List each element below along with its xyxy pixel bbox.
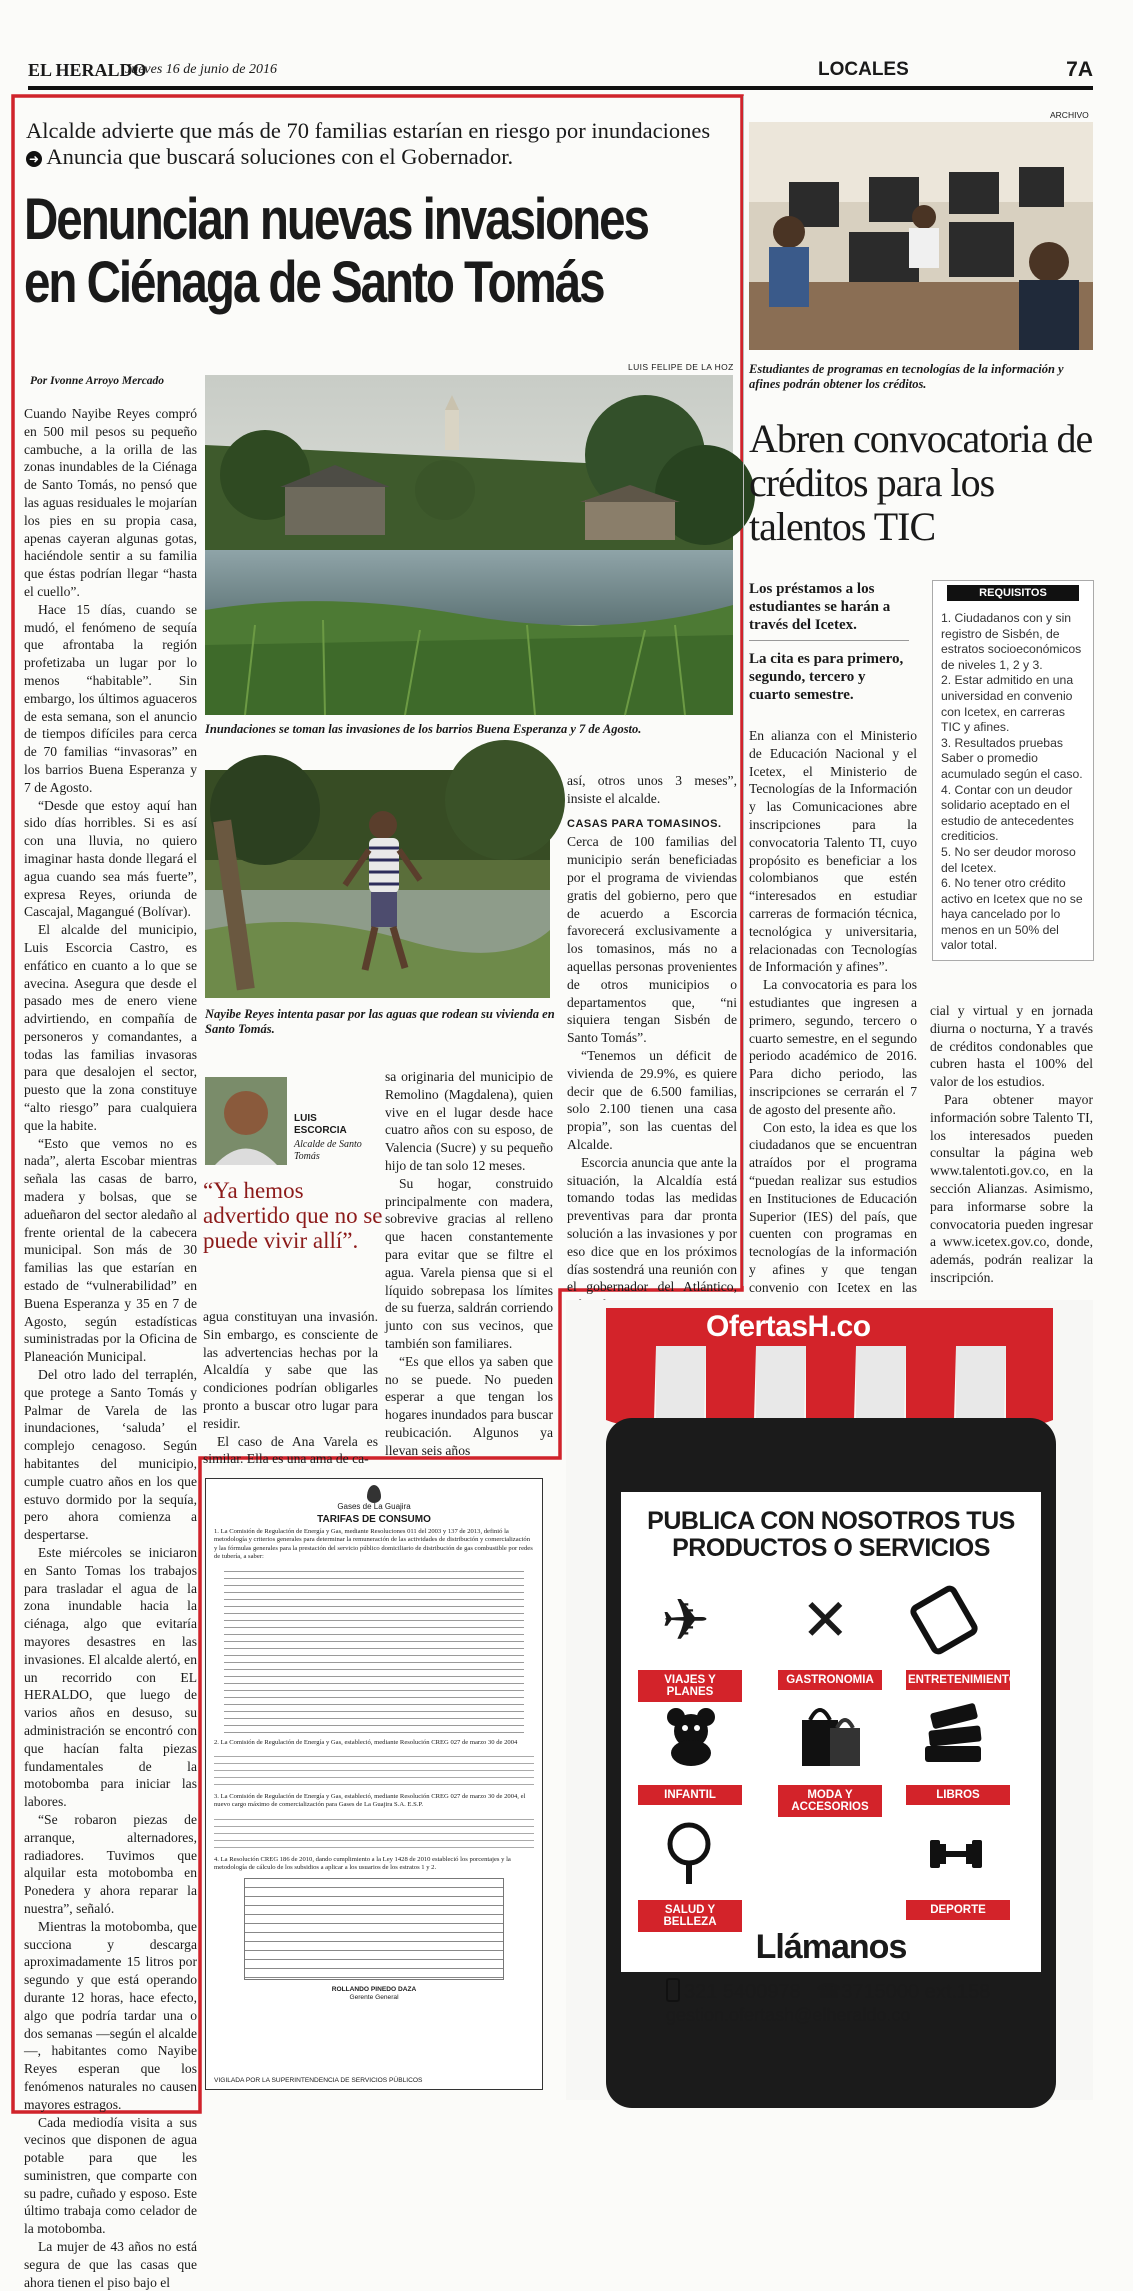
- paragraph: Escorcia anuncia que ante la situación, la Alcaldía está tomando todas las medidas preventivas para dar pronta solución a las invasiones y por eso dice que en los próximos días sostendrá una reunión con el gobernador del Atlántico,: [567, 1154, 737, 1295]
- gas-logo-icon: [367, 1485, 381, 1503]
- ad-headline: PUBLICA CON NOSOTROS TUS PRODUCTOS O SERVICIOS: [647, 1507, 1015, 1562]
- requirement-item: 5. No ser deudor moroso del Icetex.: [941, 844, 1076, 875]
- paragraph: agua constituyan una invasión. Sin embargo, es consciente de las advertencias hechas por la Alcaldía y sabe que las condiciones podrían obligarles pronto a buscar otro lugar para residir.: [203, 1309, 378, 1431]
- paragraph: Hace 15 días, cuando se mudó, el fenómeno de sequía que afrontaba la región profetizaba un lugar por lo menos “habitable”. Sin embargo, los últimos aguaceros de esta semana, son el anuncio de tiempos difíciles para cerca de 70 familias “invasoras” en los barrios Buena Esperanza y 7 de Agosto.: [24, 601, 197, 795]
- phone-handset-icon: ☎: [816, 1979, 842, 2003]
- books-icon: [921, 1702, 985, 1766]
- category-sports: DEPORTE: [906, 1900, 1010, 1920]
- category-gastronomy: GASTRONOMIA: [778, 1670, 882, 1690]
- dumbbell-icon: [926, 1834, 986, 1874]
- paragraph: Del otro lado del terraplén, que protege a Santo Tomás y Palmar de Varela de las inundaciones, ‘saluda’ el complejo cenagoso. Según habitantes del municipio, cumple cuatro años en los que estuvo dormido por la sequía, pero ahora comienza a despertarse.: [24, 1367, 197, 1543]
- gas-paragraph: 4. La Resolución CREG 186 de 2010, dando cumplimiento a la Ley 1428 de 2010 estableció los porcentajes y la metodología de cálculo de los subsidios a aplicar a los usuarios de los estratos 1 y 2.: [214, 1855, 511, 1871]
- classroom-photo-caption: Estudiantes de programas en tecnologías de la información y afines podrán obtener los créditos.: [749, 362, 1064, 391]
- gas-notice: [205, 1478, 543, 2090]
- side-column-b: [930, 1002, 1093, 1287]
- paragraph: “Es que ellos ya saben que no se puede. No pueden esperar a que tengan los hogares inundados para buscar reubicación. Algunos ya llevan seis años: [385, 1353, 553, 1458]
- paragraph: Cuando Nayibe Reyes compró en 500 mil pesos su pequeño cambuche, a la orilla de las zonas inundables de la Ciénaga de Santo Tomás, no pensó que las aguas residuales le mojarían los pies en su propia casa, apenas cayeran algunas gotas, haciéndole sentir a su familia que éstas podrían llegar “hasta el cuello”.: [24, 406, 197, 599]
- paragraph: “Se robaron piezas de arranque, alternadores, radiadores. Tuvimos que alquilar esta motobomba en Ponedera y ahora reparar la nuestra”, señaló.: [24, 1811, 197, 1916]
- column-rule: [743, 96, 744, 1286]
- category-entertainment: ENTRETENIMIENTO: [906, 1670, 1010, 1690]
- side-deck-1: Los préstamos a los estudiantes se harán a través del Icetex.: [749, 580, 909, 641]
- paragraph: “Desde que estoy aquí han sido días horribles. Si es así con una lluvia, no quiero imaginar hasta donde llegará el agua cuando sea más fuerte”, expresa Reyes, oriunda de Cascajal, Magangué (Bolívar).: [24, 797, 197, 920]
- paragraph: El alcalde del municipio, Luis Escorcia Castro, es enfático en cuanto a lo que se avecina. Asegura que desde el pasado mes de enero viene advirtiendo, en compañía de personeros y comandantes, a todas las familias invasoras para que desalojen el sector, puesto que la zona constituye “alto riesgo” para cualquiera que la habite.: [24, 922, 197, 1133]
- category-health-beauty: SALUD Y BELLEZA: [638, 1900, 742, 1932]
- gas-title: TARIFAS DE CONSUMO: [317, 1514, 431, 1526]
- story-column-2-bottom: [203, 1308, 378, 1468]
- paragraph: Mientras la motobomba, que succiona y descarga aproximadamente 15 litros por segundo y que está operando durante 12 horas, hace efecto, algo que podría tardar una o dos semanas —según el alcalde—, habitantes como Nayibe Reyes esperan que los fenómenos naturales no causen mayores estragos.: [24, 1918, 197, 2112]
- flood-photo-caption: Inundaciones se toman las invasiones de los barrios Buena Esperanza y 7 de Agosto.: [205, 722, 642, 736]
- classroom-photo: [749, 122, 1093, 350]
- arrow-right-icon: ➜: [26, 151, 42, 167]
- shopping-bags-icon: [796, 1700, 866, 1768]
- requirements-box: [932, 580, 1094, 961]
- section-name: LOCALES: [818, 59, 909, 80]
- phone-number-2: 3715000 ext.158: [841, 1981, 991, 2003]
- gas-paragraph: 1. La Comisión de Regulación de Energía y Gas, mediante Resoluciones 011 del 2003 y 137 de 2013, definió la metodología y criterios generales para determinar la remuneración de las actividades de distribución y comercialización y las fórmulas generales para la prestación del servicio público domiciliario de distribución de gas combustible por redes de tubería, a saber:: [214, 1528, 533, 1560]
- page-number: 7A: [1066, 58, 1093, 81]
- phone-number: 321 5400978: [684, 1981, 801, 2003]
- gas-footer: VIGILADA POR LA SUPERINTENDENCIA DE SERVICIOS PÚBLICOS: [214, 2076, 423, 2084]
- headline-line-1: Denuncian nuevas invasiones: [24, 187, 648, 252]
- category-books: LIBROS: [906, 1785, 1010, 1805]
- paper-name: EL HERALDO: [28, 60, 147, 80]
- paragraph: El caso de Ana Varela es similar. Ella es una ama de ca-: [203, 1433, 378, 1467]
- profile-name-line-1: LUIS: [294, 1113, 317, 1124]
- airplane-icon: ✈: [661, 1586, 710, 1654]
- cutlery-icon: ✕: [801, 1586, 850, 1654]
- side-deck-2: La cita es para primero, segundo, tercero y cuarto semestre.: [749, 651, 904, 703]
- paragraph: “Tenemos un déficit de vivienda de 29.9%, es quiere decir que de 6.500 familias, solo 2.100 tienen una casa propia”, son las cuentas del Alcalde.: [567, 1047, 737, 1152]
- teddy-bear-icon: [661, 1705, 721, 1765]
- ad-email: gestion.ofertash@elheraldo.co: [666, 2005, 911, 2025]
- side-headline: Abren convocatoria de créditos para los talentos TIC: [749, 416, 1093, 549]
- paragraph: Para obtener mayor información sobre Talento TI, los interesados pueden consultar la página web www.talentoti.gov.co, en la sección Alianzas. Asimismo, para informarse sobre la convocatoria pueden ingresar a www.icetex.gov.co, donde, además, podrán realizar la inscripción.: [930, 1091, 1093, 1285]
- flood-photo: [205, 375, 733, 715]
- ad-phones: [666, 1978, 1046, 2004]
- story-column-3-top: [567, 772, 737, 1314]
- requirements-list: [933, 611, 1093, 954]
- profile-role: Alcalde de Santo Tomás: [294, 1139, 362, 1162]
- paragraph: Con esto, la idea es que los ciudadanos que se encuentran atraídos por el programa “puedan realizar sus estudios en Instituciones de Educación Superior (IES) del país, que cuenten con programas en tecnologías de la información y afines y que tengan convenio con Icetex en las: [749, 1119, 917, 1295]
- byline: Por Ivonne Arroyo Mercado: [30, 375, 165, 387]
- requirement-item: 1. Ciudadanos con y sin registro de Sisbén, de estratos socioeconómicos de niveles 1, 2 y 3.: [941, 611, 1082, 672]
- category-fashion: MODA Y ACCESORIOS: [778, 1785, 882, 1817]
- mayor-portrait: [205, 1077, 287, 1165]
- paragraph: Este miércoles se iniciaron en Santo Tomas los trabajos para trasladar el agua de la zona inundable hacia la ciénaga, algo que evitaría mayores desastres en las invasiones. El alcalde alertó, en un recorrido con EL HERALDO, que luego de varios años en desuso, su administración se encontró con que hacían falta piezas fundamentales de la motobomba para iniciar las labores.: [24, 1545, 197, 1810]
- ad-call: Llámanos: [755, 1928, 907, 1966]
- requirement-item: 6. No tener otro crédito activo en Icetex que no se haya cancelado por lo menos en un 50% del valor total.: [941, 876, 1083, 953]
- paragraph: así, otros unos 3 meses”, insiste el alcalde.: [567, 773, 737, 806]
- gas-company: Gases de La Guajira: [337, 1502, 411, 1511]
- mirror-icon: [666, 1822, 712, 1886]
- woman-photo: [205, 770, 550, 998]
- ofertas-ad: [566, 1300, 1093, 2100]
- pull-quote: “Ya hemos advertido que no se puede vivir allí”.: [203, 1178, 383, 1253]
- gas-paragraph: 2. La Comisión de Regulación de Energía y Gas, estableció, mediante Resolución CREG 027 de marzo 30 de 2004: [214, 1739, 518, 1747]
- paragraph: Su hogar, construido principalmente con madera, sobrevive gracias al relleno que hacen constantemente para evitar que se filtre el agua. Varela piensa que si el líquido sobrepasa los límites de su fuerza, saldrán corriendo junto con sus vecinos, que también son familiares.: [385, 1175, 553, 1351]
- requirements-title: REQUISITOS: [947, 585, 1079, 601]
- subhead: CASAS PARA TOMASINOS.: [567, 817, 722, 830]
- cellphone-icon: [666, 1978, 680, 2002]
- main-headline: [24, 187, 648, 315]
- photo-credit: LUIS FELIPE DE LA HOZ: [628, 362, 734, 372]
- gas-rate-table: [244, 1878, 504, 1980]
- profile-name: [294, 1113, 347, 1137]
- archive-label: ARCHIVO: [1050, 110, 1089, 120]
- gas-formula-table: [224, 1565, 524, 1735]
- story-column-3-mid: [385, 1068, 553, 1460]
- gas-signer-role: Gerente General: [349, 1994, 399, 2002]
- story-column-1: [24, 405, 197, 2290]
- category-travel: VIAJES Y PLANES: [638, 1670, 742, 1702]
- requirement-item: 3. Resultados pruebas Saber o promedio acumulado según el caso.: [941, 735, 1083, 781]
- gas-signer: ROLLANDO PINEDO DAZA: [331, 1986, 417, 1994]
- side-column-a: [749, 727, 917, 1314]
- requirement-item: 4. Contar con un deudor solidario aceptado en el estudio de antecedentes crediticios.: [941, 782, 1074, 844]
- headline-line-2: en Ciénaga de Santo Tomás: [24, 250, 604, 315]
- woman-photo-caption: Nayibe Reyes intenta pasar por las aguas que rodean su vivienda en Santo Tomás.: [205, 1007, 555, 1036]
- ofertas-logo: OfertasH.co: [706, 1310, 871, 1343]
- category-kids: INFANTIL: [638, 1785, 742, 1805]
- paragraph: Cada mediodía visita a sus vecinos que disponen de agua potable para que les suministren, que comparte con su padre, cuñado y esposo. Este último trabaja como celador de la motobomba.: [24, 2114, 197, 2237]
- issue-date: Jueves 16 de junio de 2016: [125, 62, 278, 77]
- paragraph: Cerca de 100 familias del municipio serán beneficiadas por el programa de viviendas gratis del gobierno, pero que de acuerdo a Escorcia favorecerá exclusivamente a los tomasinos, más no a aquellas personas provenientes de otros municipios o departamentos que, “ni siquiera tengan Sisbén de Santo Tomás”.: [567, 834, 737, 1046]
- paragraph: En alianza con el Ministerio de Educación Nacional y el Icetex, el Ministerio de Tecnologías de la Información y las Comunicaciones abre inscripciones para la convocatoria Talento TI, cuyo propósito es beneficiar a los colombianos que estén “interesados en estudiar carreras de formación técnica, tecnológica y universitaria, relacionadas con Tecnologías de Información y afines”.: [749, 728, 917, 975]
- kicker-text-2: Anuncia que buscará soluciones con el Gobernador.: [46, 144, 514, 169]
- paragraph: “Esto que vemos no es nada”, alerta Escobar mientras señala las casas de barro, madera y bolsas, que se adueñaron del sector aledaño al frente oriental de la cabecera municipal. Son más de 30 familias las que estarían en estado de “vulnerabilidad” en Buena Esperanza y 35 en 7 de Agosto, según estadísticas suministradas por la Oficina de Planeación Municipal.: [24, 1135, 197, 1365]
- profile-name-line-2: ESCORCIA: [294, 1125, 347, 1136]
- paragraph: cial y virtual y en jornada diurna o nocturna, Y a través de créditos condonables que cubren hasta el 100% del valor de los estudios.: [930, 1003, 1093, 1090]
- paragraph: sa originaria del municipio de Remolino (Magdalena), quien vive en el lugar desde hace cuatro años con su esposo, de Valencia (Sucre) y su pequeño hijo de tan solo 12 meses.: [385, 1069, 553, 1173]
- paragraph: La convocatoria es para los estudiantes que ingresen a primero, segundo, tercero o cuarto semestre, en el segundo periodo académico de 2016. Para dicho periodo, las inscripciones se cerrarán el 7 de agosto del presente año.: [749, 977, 917, 1117]
- requirement-item: 2. Estar admitido en una universidad en convenio con Icetex, en carreras TIC y afines.: [941, 673, 1074, 735]
- kicker-text: Alcalde advierte que más de 70 familias estarían en riesgo por inundaciones: [26, 118, 711, 143]
- paragraph: La mujer de 43 años no está segura de que las casas que ahora tienen el piso bajo el: [24, 2239, 197, 2290]
- gas-paragraph: 3. La Comisión de Regulación de Energía y Gas, estableció, mediante Resolución CREG 027 de marzo 30 de 2004, el nuevo cargo máximo de comercialización para Gases de La Guajira S.A. E.S.P.: [214, 1793, 526, 1809]
- main-kicker: [26, 118, 731, 170]
